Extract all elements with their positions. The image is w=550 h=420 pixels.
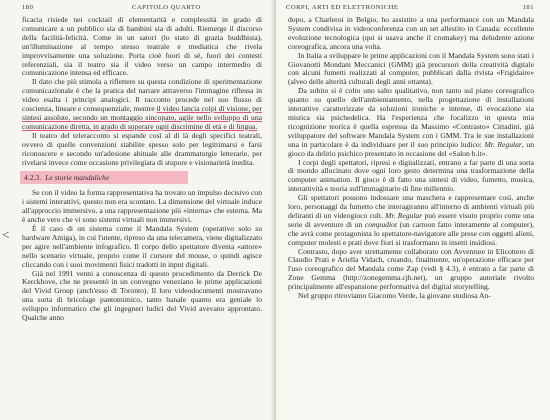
paragraph: Il dato che più stimola a riflettere su questa condizione di sperimentazione comunicazionale è che la pratica del narrare attraverso l'immagine riflessa in video esalta i principi analogici. Il racconto procede nel suo flusso di coscienza, lineare e consequenziale, mentre il video lancia colpi di visione, per sintesi assolute, secondo un montaggio sincopato, agile nello sviluppo di una comunicazione diretta, in grado di superare ogni discrimine di età e di lingua. <box>22 77 263 131</box>
section-heading-highlight <box>20 171 188 184</box>
margin-chevron-mark: < <box>2 227 10 242</box>
left-page-number: 180 <box>22 4 34 11</box>
paragraph: Gli spettatori possono indossare una maschera e rappresentare così, anche loro, personaggi da fumetto che interagiranno all'interno di ambienti virtuali più deliranti di un videogioco cult. Mr. Regular può essere visuto proprio come una serie di avventure di un compudiot (un cartoon fatto interamente al computer), che avrà come protagonista lo spettatore-navigatore alle prese con oggetti alieni, computer molesti e prati dove fiori si trasformano in insetti insidiosi. <box>288 193 535 247</box>
section-title: Le storie mandaliche <box>45 173 110 183</box>
paragraph: Nel gruppo ritroviamo Giacomo Verde, la giovane studiosa An- <box>298 291 491 301</box>
section-number: 4.2.3. <box>24 173 42 183</box>
left-body-text <box>22 16 262 323</box>
right-page-number: 181 <box>522 4 534 11</box>
paragraph: In Italia a sviluppare le prime applicazioni con il Mandala System sono stati i Giovanotti Mondani Meccanici (GMM) già precursori della creatività digitale con alcuni fumetti realizzati al computer, pubblicati dalla rivista «Frigidaire» (alveo delle alterità culturali degli anni ottanta). <box>288 50 534 87</box>
paragraph: Contrasto, dopo aver strettamente collaborato con Avventure in Elicottero di Claudio Prati e Ariella Vidach, creando, finalmente, un'operazione efficace per l'uso coreografico del Mandala come Zap (vedi § 4.3), è entrato a far parte di Zone Gemma (http://zonegemma.cjb.net), un gruppo autoriale rivolto principalmente all'espansione performativa del digital storytelling. <box>288 246 534 292</box>
paragraph: I corpi degli spettatori, ripresi e digitalizzati, entrano a far parte di una sorta di mondo allucinato dove ogni loro gesto determina una trasformazione della computer animation. Il gioco è di fatto una sintesi di video, fumetto, musica, interattività e teoria sull'immaginario di fine millennio. <box>288 157 534 194</box>
right-page <box>276 0 550 420</box>
paragraph: È il caso di un sistema come il Mandala System (operativo solo su hardware Amiga), in cui l'utente, ripreso da una telecamera, viene digitalizzato per agire nell'ambiente infografico. Il corpo dello spettatore diventa «attore» nello scenario virtuale, proprio come il cursore del mouse, o quindi agisce cliccando con i suoi movimenti fisici tradotti in input digitali. <box>22 224 262 269</box>
highlighted-text: il video lancia colpi di visione, per sintesi assolute, secondo un montaggio sincopato, agile nello sviluppo di una comunicazione diretta, in grado di superare ogni discrimine di età e di lingua. <box>22 104 263 131</box>
paragraph: dopo, a Charleroi in Belgio, ho assistito a una performance con un Mandala System condivisa in videoconferenza con un set allestito in Canada: eccellente evoluzione tecnologica (qui si usava anche il cromakey) ma deludente azione coreografica, ancora una volta. <box>288 15 534 51</box>
paragraph: Da subito si è colto uno salto qualitativo, non tanto sul piano coreografico quanto su quello dell'ambientamento, nella progettazione di installazioni interattive caratterizzate da soluzioni ironiche e intense, di evocazione sia mistica sia psichedelica. Ha l'esperienza che focalizzo in questa mia ricognizione teorica è quella espressa da Massimo «Contrasto» Cittadini, già sviluppatore del software Mandala System con i GMM. Tra le sue installazioni una in particolare è da individuare per il suo principio ludico: Mr. Regular, un gioco da delirio psichico presentato in occasione del «Salon b.it». <box>288 86 535 158</box>
right-chapter-title: CORPI, ARTI ED ELETTRONICHE <box>286 4 399 11</box>
paragraph: Se con il video la forma rappresentativa ha trovato un impulso decisivo con i sistemi interattivi, questo non era scontato. La dimensione del virtuale induce all'approccio immersivo, a una rappresentazione più «interna» che esterna. Ma è anche vero che vi sono sistemi virtuali non immersivi. <box>22 188 262 225</box>
left-chapter-title: CAPITOLO QUARTO <box>132 4 201 11</box>
right-body-text <box>288 16 534 301</box>
paragraph: Il teatro del teleracconto si espande così al di là degli specifici teatrali, ovvero di quelle convenzioni stabilite spesso solo per legittimarsi e farsi riconoscere e secondo un'adesione abituale alle drammaturgie letterarie, per rivelarsi invece come occasione privilegiata di stupore e visionarietà inedita. <box>22 130 262 167</box>
paragraph: ficacia risiede nei cocktail di elementarità e complessità in grado di comunicare a un pubblico sia di bambini sia di adulti. Riemerge il discorso della facilità-felicità. Come in un satori (lo stato di grazia buddhista), un'illuminazione al tempo stesso teatrale e mediatica che rivela improvvisamente una soluzione. Porta cioè fuori di sé, fuori dei contesti referenziali, sia il teatro sia il video verso un campo intermedio di comunicazione intensa ed efficace. <box>22 15 262 78</box>
paragraph: Già nel 1991 venni a conoscenza di questo procedimento da Derrick De Kerckhove, che ne presentò in un convegno veneziano le prime applicazioni del Vivid Group (anch'esso di Toronto). Il loro videodocumenti mostravano una sorta di bricolage pantomimico, tanto banale quanto era geniale lo sviluppo informatico che gli ingegneri ludici del Vivid avevano approntato. Qualche anno <box>22 268 262 323</box>
